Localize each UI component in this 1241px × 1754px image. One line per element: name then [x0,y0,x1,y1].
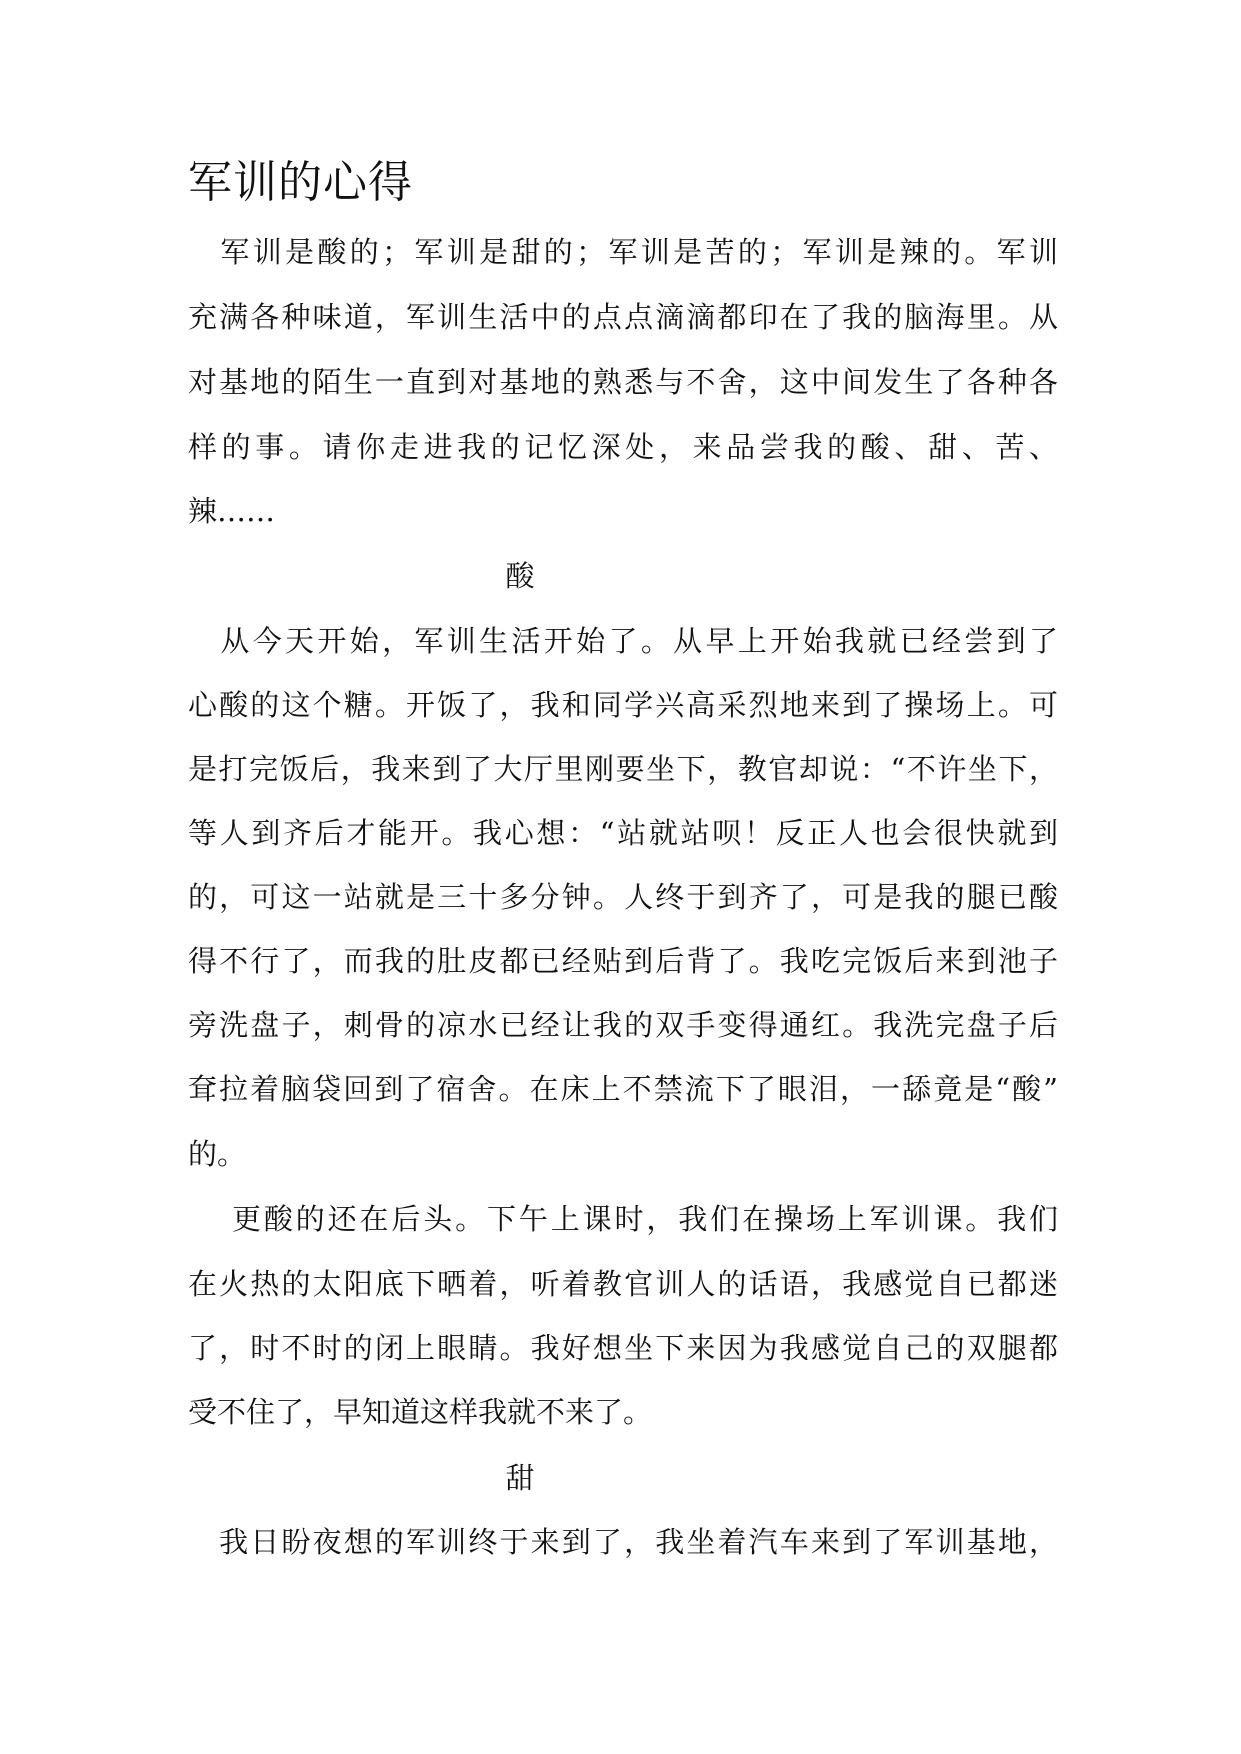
sour-p1-line-2: 心酸的这个糖。开饭了，我和同学兴高采烈地来到了操场上。可 [188,688,1058,722]
sour-p1-line-7: 旁洗盘子，刺骨的凉水已经让我的双手变得通红。我洗完盘子后 [188,1008,1058,1042]
sour-p1-line-1: 从今天开始，军训生活开始了。从早上开始我就已经尝到了 [188,624,1058,658]
intro-line-2: 充满各种味道，军训生活中的点点滴滴都印在了我的脑海里。从 [188,300,1058,334]
intro-line-3: 对基地的陌生一直到对基地的熟悉与不舍，这中间发生了各种各 [188,365,1058,399]
sour-p1-line-4: 等人到齐后才能开。我心想：“站就站呗！反正人也会很快就到 [188,816,1058,850]
document-title: 军训的心得 [188,157,413,208]
section-heading-sweet: 甜 [505,1461,535,1495]
sour-p1-line-3: 是打完饭后，我来到了大厅里刚要坐下，教官却说：“不许坐下， [188,752,1058,786]
intro-line-4: 样的事。请你走进我的记忆深处，来品尝我的酸、甜、苦、 [188,430,1058,464]
intro-line-1: 军训是酸的；军训是甜的；军训是苦的；军训是辣的。军训 [188,235,1058,269]
sour-p2-line-3: 了，时不时的闭上眼睛。我好想坐下来因为我感觉自己的双腿都 [188,1331,1058,1365]
sour-p2-line-1: 更酸的还在后头。下午上课时，我们在操场上军训课。我们 [188,1202,1058,1236]
sour-p2-line-4: 受不住了，早知道这样我就不来了。 [188,1395,653,1429]
section-heading-sour: 酸 [505,559,535,593]
sour-p2-line-2: 在火热的太阳底下晒着，听着教官训人的话语，我感觉自已都迷 [188,1267,1058,1301]
intro-line-5: 辣…… [188,494,276,528]
sour-p1-line-5: 的，可这一站就是三十多分钟。人终于到齐了，可是我的腿已酸 [188,880,1058,914]
sour-p1-line-6: 得不行了，而我的肚皮都已经贴到后背了。我吃完饭后来到池子 [188,944,1058,978]
sweet-p1-line-1: 我日盼夜想的军训终于来到了，我坐着汽车来到了军训基地， [188,1525,1058,1559]
sour-p1-line-9: 的。 [188,1137,247,1171]
sour-p1-line-8: 耷拉着脑袋回到了宿舍。在床上不禁流下了眼泪，一舔竟是“酸” [188,1072,1058,1106]
